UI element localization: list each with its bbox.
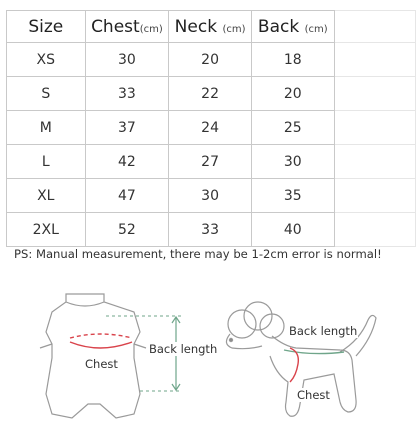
- empty-cell: [334, 145, 415, 179]
- neck-cell: 20: [169, 43, 252, 77]
- size-cell: XS: [7, 43, 86, 77]
- neck-cell: 24: [169, 111, 252, 145]
- chest-cell: 42: [85, 145, 169, 179]
- neck-cell: 22: [169, 77, 252, 111]
- empty-cell: [334, 179, 415, 213]
- table-header-row: [7, 11, 416, 43]
- header-neck: Neck (cm): [169, 11, 252, 43]
- measurement-diagram: [0, 290, 416, 435]
- empty-cell: [334, 213, 415, 247]
- measurement-illustration: [0, 290, 416, 435]
- table-row: [7, 213, 416, 247]
- size-cell: L: [7, 145, 86, 179]
- size-chart-table: [6, 10, 416, 247]
- table-row: [7, 77, 416, 111]
- back-cell: 35: [251, 179, 334, 213]
- dog-back-length-label: Back length: [289, 324, 358, 338]
- back-cell: 40: [251, 213, 334, 247]
- measurement-note: PS: Manual measurement, there may be 1-2cm error is normal!: [14, 247, 382, 261]
- chest-cell: 30: [85, 43, 169, 77]
- dog-chest-label: Chest: [297, 388, 330, 402]
- empty-cell: [334, 43, 415, 77]
- empty-cell: [334, 77, 415, 111]
- size-cell: XL: [7, 179, 86, 213]
- chest-cell: 47: [85, 179, 169, 213]
- table-row: [7, 179, 416, 213]
- garment-back-length-label: Back length: [149, 342, 218, 356]
- back-cell: 30: [251, 145, 334, 179]
- back-cell: 25: [251, 111, 334, 145]
- garment-outline: [40, 294, 146, 418]
- chest-cell: 33: [85, 77, 169, 111]
- empty-cell: [334, 111, 415, 145]
- neck-cell: 30: [169, 179, 252, 213]
- chest-cell: 52: [85, 213, 169, 247]
- dog-chest-line: [290, 348, 298, 382]
- neck-cell: 27: [169, 145, 252, 179]
- chest-cell: 37: [85, 111, 169, 145]
- header-back: Back (cm): [251, 11, 334, 43]
- header-size: Size: [7, 11, 86, 43]
- size-cell: S: [7, 77, 86, 111]
- garment-chest-line: [70, 334, 132, 348]
- table-row: [7, 111, 416, 145]
- header-empty: [334, 11, 415, 43]
- table-row: [7, 145, 416, 179]
- size-cell: 2XL: [7, 213, 86, 247]
- size-cell: M: [7, 111, 86, 145]
- garment-chest-label: Chest: [85, 357, 118, 371]
- back-cell: 20: [251, 77, 334, 111]
- table-row: [7, 43, 416, 77]
- neck-cell: 33: [169, 213, 252, 247]
- header-chest: Chest(cm): [85, 11, 169, 43]
- back-cell: 18: [251, 43, 334, 77]
- dog-back-length-line: [284, 350, 344, 354]
